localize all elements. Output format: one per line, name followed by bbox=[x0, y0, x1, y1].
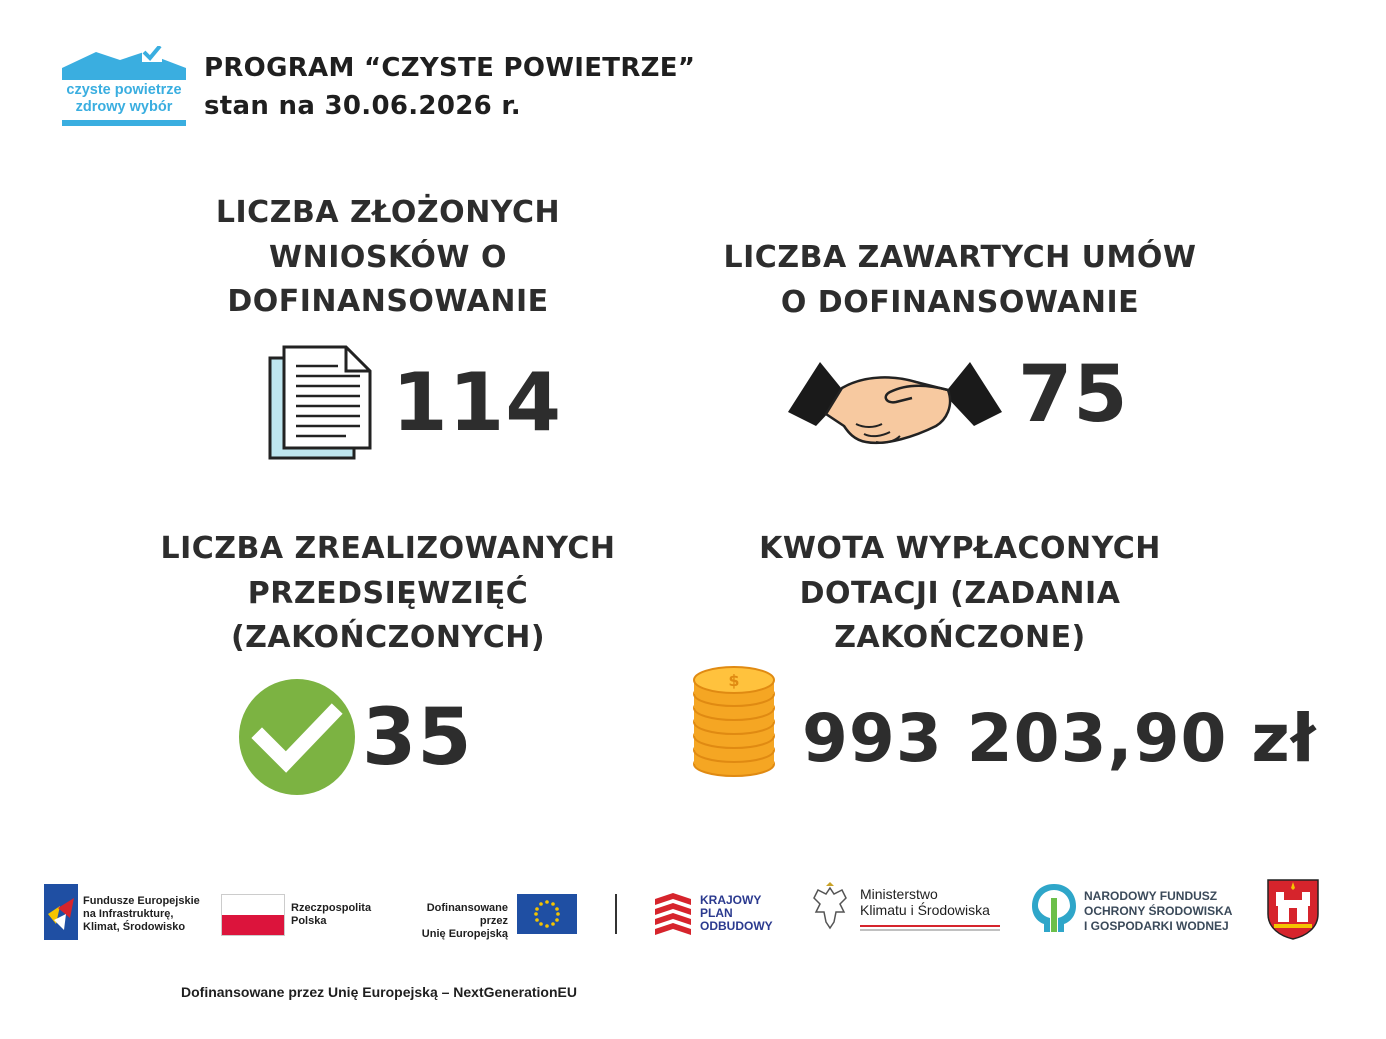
rp-line-2: Polska bbox=[291, 915, 327, 927]
kpo-line-2: PLAN bbox=[700, 906, 733, 920]
svg-text:$: $ bbox=[728, 671, 740, 690]
logo-line-1: czyste powietrze bbox=[66, 82, 182, 98]
paid-heading-line-2: DOTACJI (ZADANIA bbox=[799, 575, 1121, 611]
kpo-line-3: ODBUDOWY bbox=[700, 919, 773, 933]
applications-heading-line-1: LICZBA ZŁOŻONYCH bbox=[215, 195, 561, 230]
nfosigw-icon bbox=[1030, 882, 1078, 934]
paid-heading-line-3: ZAKOŃCZONE) bbox=[834, 620, 1086, 655]
paid-heading-line-1: KWOTA WYPŁACONYCH bbox=[759, 531, 1161, 566]
footer-caption: Dofinansowane przez Unię Europejską – NextGenerationEU bbox=[181, 984, 577, 1000]
nfosigw-line-1: NARODOWY FUNDUSZ bbox=[1084, 889, 1218, 903]
rp-label bbox=[291, 902, 371, 928]
town-coat-of-arms-icon bbox=[1266, 878, 1320, 940]
eu-label bbox=[396, 902, 508, 941]
completed-heading bbox=[158, 527, 618, 661]
ministry-line-2: Klimatu i Środowiska bbox=[860, 902, 990, 918]
nfosigw-line-2: OCHRONY ŚRODOWISKA bbox=[1084, 904, 1233, 918]
polish-flag-icon bbox=[221, 894, 285, 936]
footer-divider bbox=[615, 894, 617, 934]
completed-heading-line-1: LICZBA ZREALIZOWANYCH bbox=[160, 531, 616, 566]
applications-value: 114 bbox=[392, 356, 562, 449]
document-icon bbox=[266, 344, 376, 462]
ministry-underline-2 bbox=[860, 929, 1000, 931]
eu-flag-icon bbox=[517, 894, 577, 934]
completed-heading-line-2: PRZEDSIĘWZIĘĆ bbox=[247, 575, 529, 611]
nfosigw-line-3: I GOSPODARKI WODNEJ bbox=[1084, 919, 1229, 933]
eu-funds-line-3: Klimat, Środowisko bbox=[83, 921, 186, 933]
completed-heading-line-3: (ZAKOŃCZONYCH) bbox=[230, 620, 546, 655]
kpo-icon bbox=[655, 893, 693, 935]
ministry-label bbox=[860, 886, 990, 918]
rp-line-1: Rzeczpospolita bbox=[291, 902, 372, 914]
applications-heading-line-3: DOFINANSOWANIE bbox=[227, 284, 549, 319]
eu-funds-line-2: na Infrastrukturę, bbox=[83, 908, 174, 920]
contracts-heading-line-2: O DOFINANSOWANIE bbox=[780, 284, 1140, 320]
completed-value: 35 bbox=[362, 693, 473, 783]
handshake-icon bbox=[786, 354, 1004, 452]
kpo-label bbox=[700, 894, 773, 933]
nfosigw-label bbox=[1084, 889, 1232, 934]
applications-heading-line-2: WNIOSKÓW O bbox=[269, 239, 507, 275]
checkmark-icon bbox=[238, 678, 356, 796]
applications-heading bbox=[158, 191, 618, 325]
eu-funds-line-1: Fundusze Europejskie bbox=[83, 895, 200, 907]
ministry-underline bbox=[860, 925, 1000, 927]
coins-icon bbox=[688, 664, 780, 780]
ministry-line-1: Ministerstwo bbox=[860, 886, 938, 902]
paid-heading bbox=[700, 527, 1220, 661]
contracts-value: 75 bbox=[1018, 350, 1129, 440]
page-title: PROGRAM “CZYSTE POWIETRZE” bbox=[204, 53, 696, 83]
eagle-emblem-icon bbox=[808, 882, 852, 932]
eu-funds-label bbox=[83, 895, 200, 934]
kpo-line-1: KRAJOWY bbox=[700, 893, 762, 907]
page-date: stan na 30.06.2026 r. bbox=[204, 91, 521, 121]
paid-value: 993 203,90 zł bbox=[802, 700, 1317, 777]
eu-line-1: Dofinansowane przez bbox=[426, 902, 508, 927]
contracts-heading-line-1: LICZBA ZAWARTYCH UMÓW bbox=[723, 240, 1197, 275]
eu-line-2: Unię Europejską bbox=[421, 928, 508, 940]
czyste-powietrze-logo bbox=[62, 46, 186, 128]
contracts-heading bbox=[700, 236, 1220, 325]
logo-line-2: zdrowy wybór bbox=[75, 99, 173, 115]
eu-funds-star-icon bbox=[44, 884, 78, 940]
